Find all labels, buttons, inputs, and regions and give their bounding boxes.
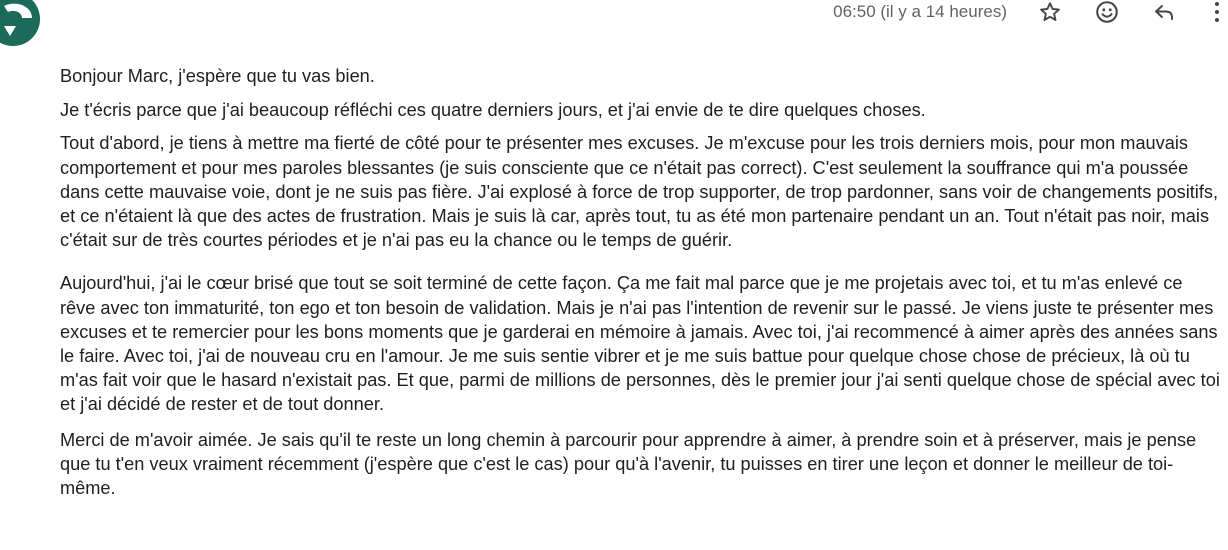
message-paragraph-closing: Merci de m'avoir aimée. Je sais qu'il te reste un long chemin à parcourir pour apprendre à aimer, à prendre soin et à préserver, mais je pense que tu t'en veux vraiment récemment (j'espère que c'est le cas) pour qu'à l'avenir, tu puisses en tirer une leçon et donner le meilleur de toi-même. xyxy=(60,429,1197,499)
message-actions xyxy=(833,0,1228,24)
sender-avatar[interactable] xyxy=(0,0,40,46)
star-button[interactable] xyxy=(1035,0,1065,24)
star-icon xyxy=(1038,0,1062,24)
reply-icon xyxy=(1151,0,1177,24)
more-options-icon xyxy=(1213,0,1221,24)
emoji-reaction-icon xyxy=(1094,0,1120,25)
add-reaction-button[interactable] xyxy=(1092,0,1122,24)
message-paragraph-feelings: Aujourd'hui, j'ai le cœur brisé que tout se soit terminé de cette façon. Ça me fait mal parce que je me projetais avec toi, et tu m'as enlevé ce rêve avec ton immaturité, ton ego et ton besoin de validation. Mais je n'ai pas l'intention de revenir sur le passé. Je viens juste te présenter mes excuses et te remercier pour les bons moments que je garderai en mémoire à jamais. Avec toi, j'ai recommencé à aimer après des années sans le faire. Avec toi, j'ai de nouveau cru en l'amour. Je me suis sentie vibrer et je me suis battue pour quelque chose chose de précieux, là où tu m'as fait voir que le hasard n'existait pas. Et que, parmi de millions de personnes, dès le premier jour j'ai senti quelque chose de spécial avec toi et j'ai décidé de rester et de tout donner. xyxy=(60,273,1220,415)
avatar-logo-icon xyxy=(0,0,40,46)
message-paragraph-apology: Tout d'abord, je tiens à mettre ma fierté de côté pour te présenter mes excuses. Je m'excuse pour les trois derniers mois, pour mon mauvais comportement et pour mes paroles blessantes (je suis consciente que ce n'était pas correct). C'est seulement la souffrance qui m'a poussée dans cette mauvaise voie, dont je ne suis pas fière. J'ai explosé à force de trop supporter, de trop pardonner, sans voir de changements positifs, et ce n'étaient là que des actes de frustration. Mais je suis là car, après tout, tu as été mon partenaire pendant un an. Tout n'était pas noir, mais c'était sur de très courtes périodes et je n'ai pas eu la chance ou le temps de guérir. xyxy=(60,133,1219,251)
message-paragraph-greeting: Bonjour Marc, j'espère que tu vas bien. xyxy=(60,66,375,86)
reply-button[interactable] xyxy=(1149,0,1179,24)
message-body xyxy=(60,64,1220,500)
message-timestamp: 06:50 (il y a 14 heures) xyxy=(833,2,1007,21)
message-paragraph-intro: Je t'écris parce que j'ai beaucoup réfléchi ces quatre derniers jours, et j'ai envie de te dire quelques choses. xyxy=(60,100,926,121)
more-options-button[interactable] xyxy=(1206,0,1228,24)
